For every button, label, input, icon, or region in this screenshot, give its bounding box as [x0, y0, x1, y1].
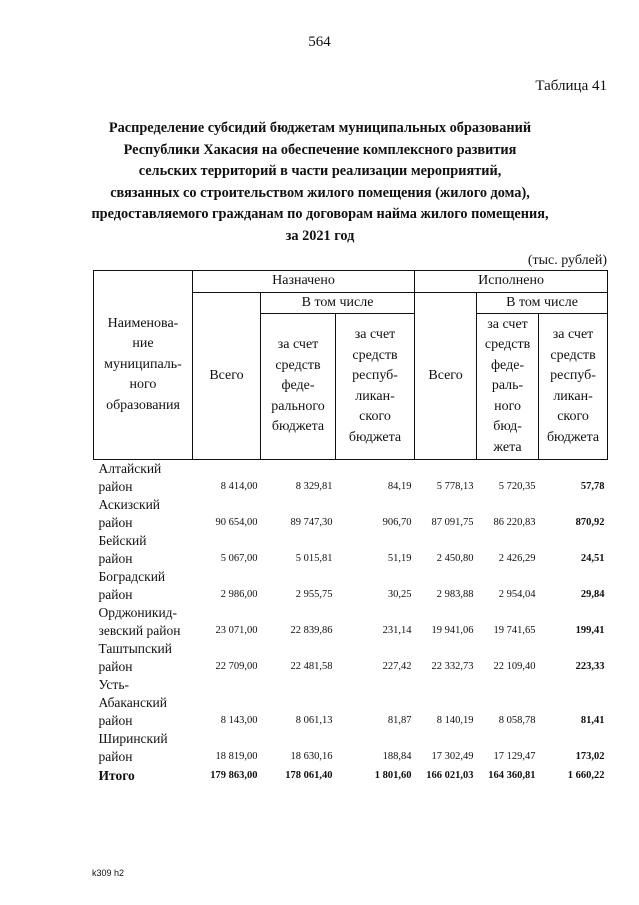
- cell-assigned-total: 23 071,00: [215, 625, 258, 636]
- cell-executed-federal: 86 220,83: [493, 517, 536, 528]
- cell-assigned-total: 90 654,00: [215, 517, 258, 528]
- table-row: [94, 568, 608, 604]
- units-label: (тыс. рублей): [527, 253, 607, 268]
- cell-executed-republic: 223,33: [575, 661, 605, 672]
- cell-assigned-republic: 227,42: [382, 661, 412, 672]
- total-row: [94, 766, 608, 786]
- cell-executed-republic: 173,02: [575, 751, 605, 762]
- cell-assigned-federal: 8 061,13: [295, 715, 333, 726]
- header-executed-republic: за счет средств респуб- ликан- ского бюджета: [539, 314, 608, 460]
- cell-executed-federal: 19 741,65: [493, 625, 536, 636]
- cell-executed-federal: 2 426,29: [498, 553, 536, 564]
- table-row: [94, 604, 608, 640]
- cell-executed-total: 166 021,03: [426, 770, 474, 781]
- cell-assigned-federal: 5 015,81: [295, 553, 333, 564]
- table-row: [94, 532, 608, 568]
- page-number: 564: [308, 34, 331, 50]
- table-row: [94, 730, 608, 766]
- header-assigned-federal: за счет средств феде- рального бюджета: [261, 314, 336, 460]
- cell-executed-federal: 22 109,40: [493, 661, 536, 672]
- table-row: [94, 496, 608, 532]
- cell-executed-total: 8 140,19: [436, 715, 474, 726]
- table-row: [94, 676, 608, 730]
- title-line: Распределение субсидий бюджетам муниципальных образований: [108, 120, 532, 136]
- table-row: [94, 640, 608, 676]
- cell-assigned-total: 22 709,00: [215, 661, 258, 672]
- subsidy-table: [93, 270, 608, 786]
- cell-executed-republic: 57,78: [580, 481, 605, 492]
- cell-assigned-federal: 8 329,81: [295, 481, 333, 492]
- cell-assigned-total: 8 143,00: [220, 715, 258, 726]
- municipality-name: Аскизский район: [98, 497, 161, 530]
- header-municipality: Наименова- ние муниципаль- ного образования: [94, 271, 193, 460]
- cell-executed-total: 19 941,06: [431, 625, 474, 636]
- cell-executed-total: 17 302,49: [431, 751, 474, 762]
- cell-executed-federal: 164 360,81: [488, 770, 536, 781]
- cell-assigned-federal: 89 747,30: [290, 517, 333, 528]
- table-body: [94, 460, 608, 787]
- cell-executed-republic: 24,51: [580, 553, 605, 564]
- cell-assigned-total: 179 863,00: [210, 770, 258, 781]
- title-line: сельских территорий в части реализации мероприятий,: [138, 163, 502, 179]
- title-line: за 2021 год: [285, 227, 355, 244]
- header-assigned-republic: за счет средств респуб- ликан- ского бюджета: [336, 314, 415, 460]
- cell-executed-republic: 199,41: [575, 625, 605, 636]
- municipality-name: Алтайский район: [98, 461, 162, 494]
- header-assigned-including: В том числе: [261, 292, 415, 314]
- cell-assigned-total: 2 986,00: [220, 589, 258, 600]
- header-executed-federal: за счет средств феде- раль- ного бюд- жета: [477, 314, 539, 460]
- title-line: связанных со строительством жилого помещения (жилого дома),: [110, 184, 530, 201]
- cell-assigned-federal: 22 839,86: [290, 625, 333, 636]
- cell-executed-total: 2 983,88: [436, 589, 474, 600]
- municipality-name: Ширинский район: [98, 731, 168, 764]
- header-executed-total: Всего: [415, 292, 477, 460]
- cell-assigned-total: 8 414,00: [220, 481, 258, 492]
- cell-assigned-republic: 231,14: [382, 625, 412, 636]
- table-title: [70, 118, 570, 247]
- cell-executed-republic: 1 660,22: [567, 770, 605, 781]
- cell-executed-federal: 8 058,78: [498, 715, 536, 726]
- cell-executed-total: 5 778,13: [436, 481, 474, 492]
- cell-executed-federal: 17 129,47: [493, 751, 536, 762]
- cell-assigned-republic: 81,87: [387, 715, 412, 726]
- title-line: Республики Хакасия на обеспечение комплексного развития: [123, 141, 517, 158]
- table-row: [94, 460, 608, 497]
- cell-assigned-federal: 18 630,16: [290, 751, 333, 762]
- title-line: предоставляемого гражданам по договорам найма жилого помещения,: [91, 206, 549, 222]
- table-number: Таблица 41: [535, 78, 607, 94]
- municipality-name: Итого: [98, 768, 135, 783]
- municipality-name: Орджоникид- зевский район: [98, 605, 181, 638]
- municipality-name: Таштыпский район: [98, 641, 172, 674]
- header-assigned-total: Всего: [193, 292, 261, 460]
- cell-executed-total: 87 091,75: [431, 517, 474, 528]
- cell-executed-republic: 29,84: [580, 589, 605, 600]
- cell-executed-republic: 81,41: [580, 715, 605, 726]
- cell-executed-total: 22 332,73: [431, 661, 474, 672]
- cell-assigned-republic: 84,19: [387, 481, 412, 492]
- cell-executed-federal: 2 954,04: [498, 589, 536, 600]
- cell-assigned-federal: 178 061,40: [285, 770, 333, 781]
- header-assigned: Назначено: [193, 271, 415, 293]
- cell-assigned-republic: 906,70: [382, 517, 412, 528]
- cell-assigned-federal: 2 955,75: [295, 589, 333, 600]
- header-executed-including: В том числе: [477, 292, 608, 314]
- footer-code: k309 h2: [92, 868, 125, 878]
- cell-assigned-republic: 30,25: [387, 589, 412, 600]
- cell-executed-total: 2 450,80: [436, 553, 474, 564]
- cell-executed-federal: 5 720,35: [498, 481, 536, 492]
- municipality-name: Усть- Абаканский район: [98, 677, 167, 728]
- cell-assigned-federal: 22 481,58: [290, 661, 333, 672]
- municipality-name: Бейский район: [98, 533, 147, 566]
- cell-assigned-total: 18 819,00: [215, 751, 258, 762]
- cell-assigned-republic: 1 801,60: [374, 770, 412, 781]
- cell-assigned-republic: 188,84: [382, 751, 412, 762]
- cell-executed-republic: 870,92: [575, 517, 605, 528]
- municipality-name: Боградский район: [98, 569, 166, 602]
- cell-assigned-total: 5 067,00: [220, 553, 258, 564]
- header-executed: Исполнено: [415, 271, 608, 293]
- cell-assigned-republic: 51,19: [387, 553, 412, 564]
